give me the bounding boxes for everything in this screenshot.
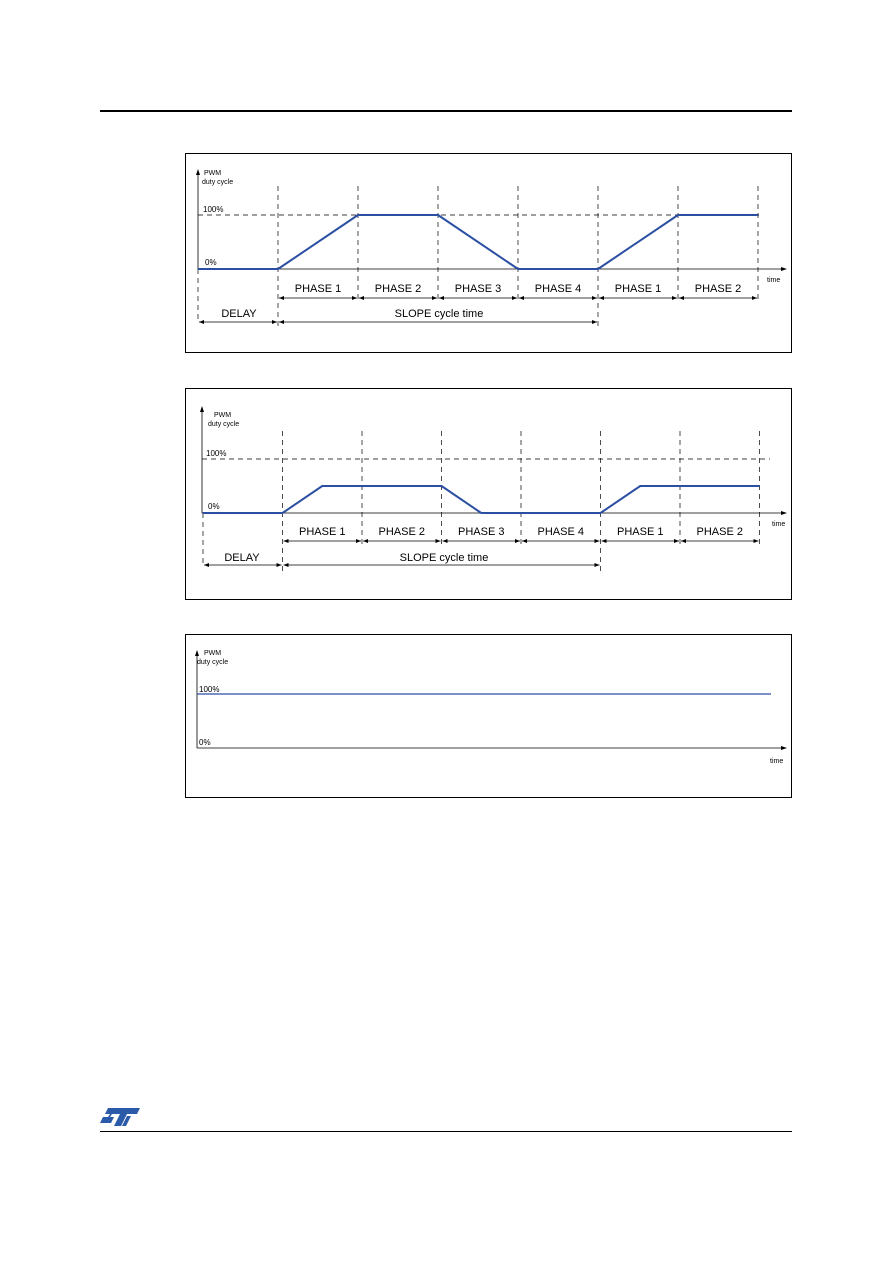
pwm-series	[203, 486, 760, 513]
phase-span-arrow-head-right	[595, 539, 600, 543]
x-axis-arrow	[781, 511, 787, 515]
phase-label: PHASE 4	[537, 526, 584, 538]
level-100-label: 100%	[206, 449, 227, 458]
pwm-series	[198, 215, 758, 269]
phase-span-arrow-head-right	[352, 296, 357, 300]
phase-span-arrow-head-right	[356, 539, 361, 543]
figure-pwm-constant	[185, 634, 792, 798]
phase-label: PHASE 3	[458, 526, 505, 538]
delay-span-arrow-head-left	[199, 320, 204, 324]
phase-span-arrow-head-right	[592, 296, 597, 300]
phase-span-arrow-head-left	[363, 539, 368, 543]
phase-span-arrow-head-right	[674, 539, 679, 543]
y-axis-label-line-1: PWM	[204, 170, 222, 177]
phase-span-arrow-head-right	[672, 296, 677, 300]
phase-boundaries	[203, 431, 760, 571]
level-100-label: 100%	[203, 205, 224, 214]
phase-span-arrow-head-left	[443, 539, 448, 543]
pwm-duty-cycle-line	[203, 486, 760, 513]
delay-label: DELAY	[224, 552, 260, 564]
level-0-label: 0%	[199, 738, 211, 747]
st-logo	[100, 1106, 142, 1128]
phase-span-arrow-head-left	[359, 296, 364, 300]
phase-span-arrow-head-left	[679, 296, 684, 300]
phase-label: PHASE 2	[374, 283, 422, 295]
phase-label: PHASE 2	[696, 526, 743, 538]
y-axis-arrow	[200, 406, 204, 412]
slope-cycle-label: SLOPE cycle time	[399, 552, 489, 564]
phase-span-arrow-head-right	[515, 539, 520, 543]
y-axis-label-line-2: duty cycle	[197, 659, 229, 666]
slope-cycle-span-arrow-head-right	[592, 320, 597, 324]
slope-cycle-span-arrow-head-left	[284, 563, 289, 567]
phase-span-arrow-head-left	[599, 296, 604, 300]
slope-cycle-span-arrow-head-right	[595, 563, 600, 567]
delay-arrow	[199, 320, 277, 324]
pwm-slope-chart	[186, 154, 793, 354]
phase-span-arrow-head-right	[432, 296, 437, 300]
y-axis-label-line-2: duty cycle	[208, 421, 240, 428]
phase-label: PHASE 4	[534, 283, 582, 295]
phase-span-arrow-head-right	[436, 539, 441, 543]
x-axis-label: time	[770, 758, 784, 765]
y-axis-label-line-1: PWM	[214, 412, 232, 419]
x-axis-label: time	[767, 277, 781, 284]
phase-label: PHASE 1	[294, 283, 342, 295]
phase-label: PHASE 1	[299, 526, 346, 538]
phase-span-arrow-head-left	[284, 539, 289, 543]
delay-span-arrow-head-left	[204, 563, 209, 567]
phase-span-arrow-head-left	[439, 296, 444, 300]
phase-span-arrow-head-right	[752, 296, 757, 300]
phase-span-arrow-head-left	[519, 296, 524, 300]
level-0-label: 0%	[208, 502, 220, 511]
delay-label: DELAY	[221, 308, 257, 320]
footer-rule	[100, 1131, 792, 1132]
phase-span-arrow-head-right	[754, 539, 759, 543]
x-axis-label: time	[772, 521, 786, 528]
phase-span-arrow-head-left	[522, 539, 527, 543]
phase-label: PHASE 2	[694, 283, 742, 295]
phase-span-arrow-head-left	[279, 296, 284, 300]
pwm-constant-chart	[186, 635, 793, 799]
slope-cycle-label: SLOPE cycle time	[394, 308, 484, 320]
phase-span-arrow-head-right	[512, 296, 517, 300]
y-axis-label-line-2: duty cycle	[202, 179, 234, 186]
phase-span-arrow-head-left	[602, 539, 607, 543]
delay-span-arrow-head-right	[272, 320, 277, 324]
slope-cycle-span-arrow-head-left	[279, 320, 284, 324]
x-axis-arrow	[781, 746, 787, 750]
delay-span-arrow-head-right	[277, 563, 282, 567]
cycle-arrow	[279, 320, 597, 324]
y-axis-label-line-1: PWM	[204, 650, 222, 657]
pwm-slope-chart	[186, 389, 793, 601]
y-axis-arrow	[196, 169, 200, 175]
phase-label: PHASE 3	[454, 283, 502, 295]
header-rule	[100, 110, 792, 112]
level-0-label: 0%	[205, 258, 217, 267]
figure-pwm-slope-1	[185, 153, 792, 353]
phase-label: PHASE 1	[614, 283, 662, 295]
phase-label: PHASE 2	[378, 526, 425, 538]
x-axis-arrow	[781, 267, 787, 271]
phase-span-arrow-head-left	[681, 539, 686, 543]
level-100-label: 100%	[199, 685, 220, 694]
y-axis-arrow	[195, 650, 199, 656]
figure-pwm-slope-2	[185, 388, 792, 600]
phase-label: PHASE 1	[617, 526, 664, 538]
